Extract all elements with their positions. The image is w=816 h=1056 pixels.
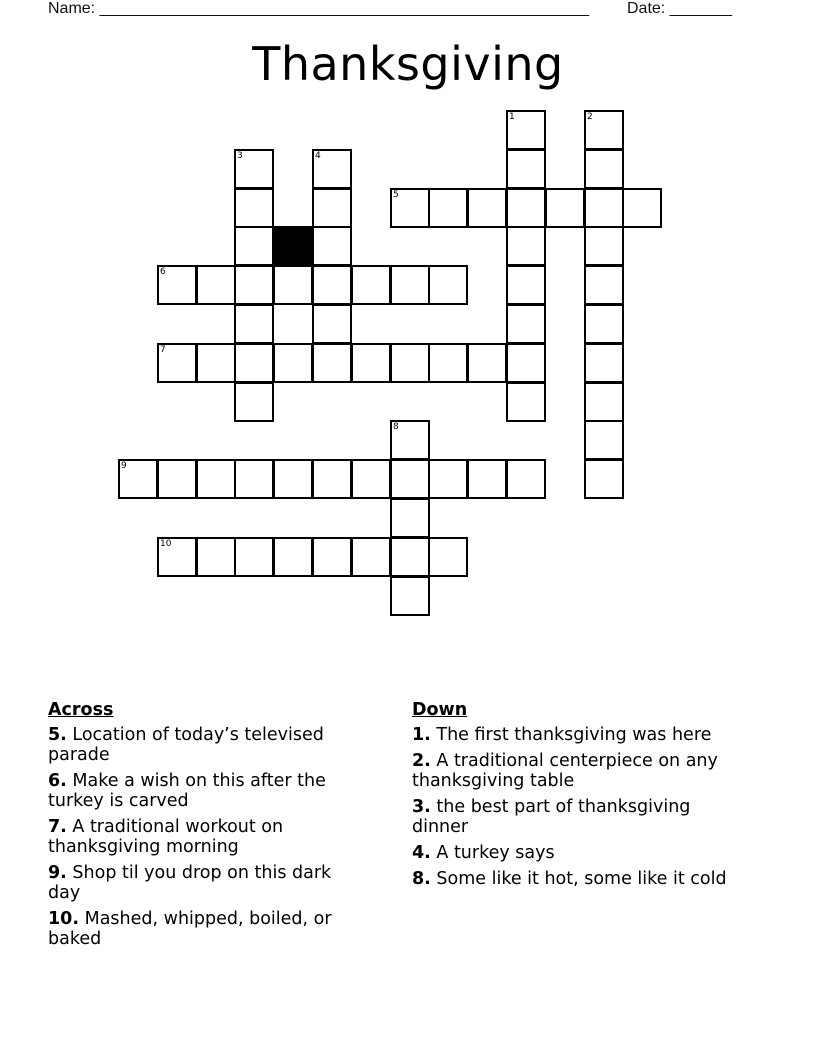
- clue-number: 6.: [48, 771, 67, 791]
- grid-cell[interactable]: [506, 188, 546, 228]
- grid-cell[interactable]: [157, 459, 197, 499]
- clue-number: 1.: [412, 725, 431, 745]
- date-line: Date: _______: [627, 0, 732, 17]
- grid-cell[interactable]: [273, 459, 313, 499]
- clue-number: 3.: [412, 797, 431, 817]
- grid-cell[interactable]: [234, 265, 274, 305]
- grid-cell[interactable]: [234, 304, 274, 344]
- grid-cell[interactable]: [506, 304, 546, 344]
- grid-cell[interactable]: [118, 459, 158, 499]
- grid-cell[interactable]: [157, 343, 197, 383]
- grid-cell[interactable]: [584, 304, 624, 344]
- clue-text: the best part of thanksgiving dinner: [412, 797, 691, 837]
- grid-cell[interactable]: [428, 537, 468, 577]
- grid-cell[interactable]: [312, 226, 352, 266]
- grid-cell[interactable]: [196, 343, 236, 383]
- clue-text: A turkey says: [436, 843, 555, 863]
- grid-cell[interactable]: [584, 226, 624, 266]
- grid-cell[interactable]: [506, 343, 546, 383]
- block-cell: [273, 226, 313, 266]
- grid-cell[interactable]: [312, 265, 352, 305]
- grid-cell[interactable]: [467, 343, 507, 383]
- grid-cell[interactable]: [157, 265, 197, 305]
- grid-cell[interactable]: [234, 226, 274, 266]
- across-clue: [48, 725, 368, 765]
- page-title: Thanksgiving: [252, 37, 564, 91]
- grid-cell[interactable]: [506, 459, 546, 499]
- clue-text: The first thanksgiving was here: [436, 725, 712, 745]
- grid-cell[interactable]: [390, 576, 430, 616]
- grid-cell[interactable]: [506, 382, 546, 422]
- grid-cell[interactable]: [584, 382, 624, 422]
- grid-cell[interactable]: [584, 343, 624, 383]
- down-clue: [412, 725, 752, 745]
- clue-number: 4.: [412, 843, 431, 863]
- grid-cell[interactable]: [351, 265, 391, 305]
- grid-cell[interactable]: [196, 459, 236, 499]
- cell-number: 4: [315, 151, 321, 161]
- grid-cell[interactable]: [312, 188, 352, 228]
- clue-number: 10.: [48, 909, 80, 929]
- cell-number: 1: [509, 112, 515, 122]
- clue-text: Location of today’s televised parade: [48, 725, 324, 765]
- grid-cell[interactable]: [312, 343, 352, 383]
- grid-cell[interactable]: [351, 537, 391, 577]
- grid-cell[interactable]: [312, 459, 352, 499]
- grid-cell[interactable]: [351, 459, 391, 499]
- across-clue: [48, 817, 368, 857]
- grid-cell[interactable]: [390, 420, 430, 460]
- down-clue: [412, 869, 752, 889]
- grid-cell[interactable]: [312, 149, 352, 189]
- across-clues: [48, 700, 368, 955]
- grid-cell[interactable]: [545, 188, 585, 228]
- clue-number: 7.: [48, 817, 67, 837]
- grid-cell[interactable]: [506, 226, 546, 266]
- grid-cell[interactable]: [428, 188, 468, 228]
- clue-text: A traditional workout on thanksgiving morning: [48, 817, 284, 857]
- grid-cell[interactable]: [467, 459, 507, 499]
- clue-text: Shop til you drop on this dark day: [48, 863, 332, 903]
- grid-cell[interactable]: [506, 110, 546, 150]
- cell-number: 5: [393, 190, 399, 200]
- grid-cell[interactable]: [428, 343, 468, 383]
- grid-cell[interactable]: [584, 265, 624, 305]
- grid-cell[interactable]: [390, 265, 430, 305]
- cell-number: 2: [587, 112, 593, 122]
- grid-cell[interactable]: [390, 188, 430, 228]
- grid-cell[interactable]: [584, 149, 624, 189]
- grid-cell[interactable]: [234, 537, 274, 577]
- down-clues: [412, 700, 752, 895]
- grid-cell[interactable]: [312, 304, 352, 344]
- cell-number: 3: [237, 151, 243, 161]
- clue-text: Some like it hot, some like it cold: [436, 869, 727, 889]
- clue-text: A traditional centerpiece on any thanksgiving table: [412, 751, 718, 791]
- grid-cell[interactable]: [390, 459, 430, 499]
- grid-cell[interactable]: [428, 459, 468, 499]
- grid-cell[interactable]: [506, 265, 546, 305]
- cell-number: 6: [160, 267, 166, 277]
- across-heading: Across: [48, 700, 114, 720]
- down-clue: [412, 843, 752, 863]
- grid-cell[interactable]: [273, 343, 313, 383]
- grid-cell[interactable]: [196, 537, 236, 577]
- grid-cell[interactable]: [234, 149, 274, 189]
- down-clue: [412, 751, 752, 791]
- clue-number: 2.: [412, 751, 431, 771]
- cell-number: 9: [121, 461, 127, 471]
- cell-number: 7: [160, 345, 166, 355]
- grid-cell[interactable]: [584, 188, 624, 228]
- grid-cell[interactable]: [157, 537, 197, 577]
- clue-number: 5.: [48, 725, 67, 745]
- cell-number: 10: [160, 539, 172, 549]
- grid-cell[interactable]: [234, 382, 274, 422]
- grid-cell[interactable]: [584, 420, 624, 460]
- grid-cell[interactable]: [584, 459, 624, 499]
- cell-number: 8: [393, 422, 399, 432]
- grid-cell[interactable]: [196, 265, 236, 305]
- grid-cell[interactable]: [622, 188, 662, 228]
- grid-cell[interactable]: [234, 343, 274, 383]
- across-clue: [48, 909, 368, 949]
- down-heading: Down: [412, 700, 468, 720]
- grid-cell[interactable]: [351, 343, 391, 383]
- across-clue: [48, 863, 368, 903]
- grid-cell[interactable]: [273, 537, 313, 577]
- grid-cell[interactable]: [584, 110, 624, 150]
- clue-text: Make a wish on this after the turkey is carved: [48, 771, 326, 811]
- grid-cell[interactable]: [234, 459, 274, 499]
- grid-cell[interactable]: [390, 537, 430, 577]
- grid-cell[interactable]: [234, 188, 274, 228]
- clue-number: 9.: [48, 863, 67, 883]
- grid-cell[interactable]: [390, 498, 430, 538]
- across-clue: [48, 771, 368, 811]
- grid-cell[interactable]: [506, 149, 546, 189]
- grid-cell[interactable]: [428, 265, 468, 305]
- clue-text: Mashed, whipped, boiled, or baked: [48, 909, 332, 949]
- name-line: Name: _______________________________________________________: [48, 0, 589, 17]
- clue-number: 8.: [412, 869, 431, 889]
- grid-cell[interactable]: [467, 188, 507, 228]
- grid-cell[interactable]: [312, 537, 352, 577]
- down-clue: [412, 797, 752, 837]
- grid-cell[interactable]: [390, 343, 430, 383]
- grid-cell[interactable]: [273, 265, 313, 305]
